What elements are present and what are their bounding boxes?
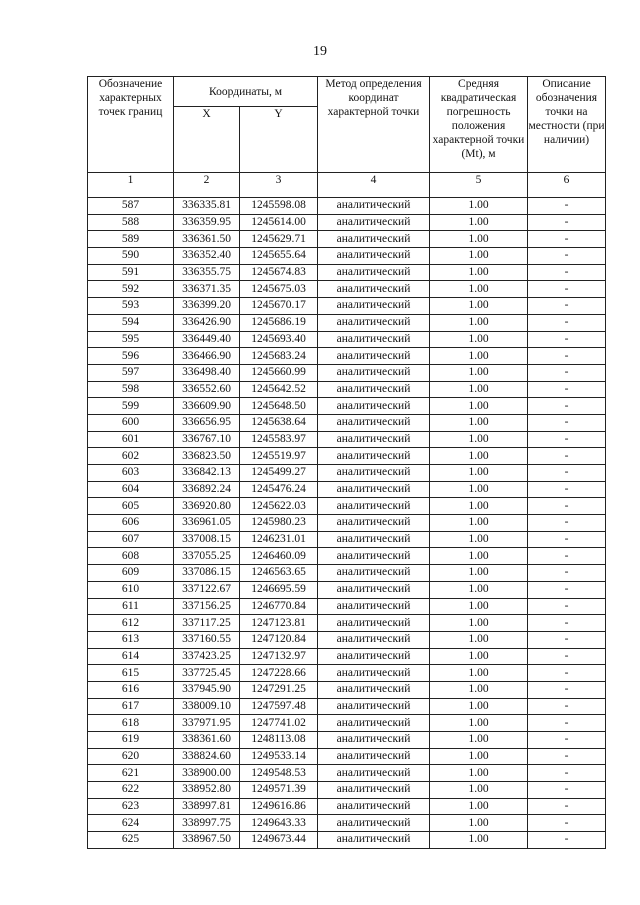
table-row (88, 498, 606, 515)
x-coordinate-cell: 336892.24 (174, 481, 240, 498)
error-cell: 1.00 (430, 715, 528, 732)
y-coordinate-cell: 1245648.50 (240, 398, 318, 415)
method-cell: аналитический (318, 414, 430, 431)
method-cell: аналитический (318, 348, 430, 365)
description-cell: - (528, 331, 606, 348)
error-cell: 1.00 (430, 248, 528, 265)
description-cell: - (528, 798, 606, 815)
method-cell: аналитический (318, 515, 430, 532)
error-cell: 1.00 (430, 214, 528, 231)
header-x: X (174, 107, 240, 173)
point-number-cell: 614 (88, 648, 174, 665)
description-cell: - (528, 565, 606, 582)
table-row (88, 231, 606, 248)
table-row (88, 214, 606, 231)
error-cell: 1.00 (430, 732, 528, 749)
x-coordinate-cell: 337055.25 (174, 548, 240, 565)
x-coordinate-cell: 337122.67 (174, 581, 240, 598)
y-coordinate-cell: 1249616.86 (240, 798, 318, 815)
point-number-cell: 615 (88, 665, 174, 682)
point-number-cell: 603 (88, 465, 174, 482)
table-row (88, 298, 606, 315)
point-number-cell: 616 (88, 681, 174, 698)
error-cell: 1.00 (430, 281, 528, 298)
point-number-cell: 597 (88, 364, 174, 381)
point-number-cell: 622 (88, 782, 174, 799)
table-row (88, 665, 606, 682)
point-number-cell: 590 (88, 248, 174, 265)
table-row (88, 515, 606, 532)
point-number-cell: 591 (88, 264, 174, 281)
x-coordinate-cell: 337117.25 (174, 615, 240, 632)
point-number-cell: 609 (88, 565, 174, 582)
x-coordinate-cell: 336842.13 (174, 465, 240, 482)
description-cell: - (528, 732, 606, 749)
y-coordinate-cell: 1247741.02 (240, 715, 318, 732)
method-cell: аналитический (318, 832, 430, 849)
table-row (88, 348, 606, 365)
x-coordinate-cell: 336920.80 (174, 498, 240, 515)
error-cell: 1.00 (430, 498, 528, 515)
x-coordinate-cell: 336449.40 (174, 331, 240, 348)
y-coordinate-cell: 1245629.71 (240, 231, 318, 248)
y-coordinate-cell: 1247597.48 (240, 698, 318, 715)
description-cell: - (528, 581, 606, 598)
point-number-cell: 593 (88, 298, 174, 315)
y-coordinate-cell: 1245499.27 (240, 465, 318, 482)
error-cell: 1.00 (430, 515, 528, 532)
x-coordinate-cell: 336823.50 (174, 448, 240, 465)
point-number-cell: 587 (88, 198, 174, 215)
table-row (88, 481, 606, 498)
point-number-cell: 600 (88, 414, 174, 431)
description-cell: - (528, 748, 606, 765)
y-coordinate-cell: 1245614.00 (240, 214, 318, 231)
error-cell: 1.00 (430, 815, 528, 832)
method-cell: аналитический (318, 782, 430, 799)
method-cell: аналитический (318, 481, 430, 498)
method-cell: аналитический (318, 748, 430, 765)
y-coordinate-cell: 1246460.09 (240, 548, 318, 565)
description-cell: - (528, 198, 606, 215)
table-row (88, 198, 606, 215)
table-row (88, 598, 606, 615)
point-number-cell: 613 (88, 631, 174, 648)
y-coordinate-cell: 1245655.64 (240, 248, 318, 265)
point-number-cell: 605 (88, 498, 174, 515)
point-number-cell: 594 (88, 314, 174, 331)
x-coordinate-cell: 338997.81 (174, 798, 240, 815)
method-cell: аналитический (318, 732, 430, 749)
error-cell: 1.00 (430, 615, 528, 632)
point-number-cell: 619 (88, 732, 174, 749)
error-cell: 1.00 (430, 765, 528, 782)
y-coordinate-cell: 1246563.65 (240, 565, 318, 582)
y-coordinate-cell: 1247291.25 (240, 681, 318, 698)
method-cell: аналитический (318, 448, 430, 465)
x-coordinate-cell: 336609.90 (174, 398, 240, 415)
header-point: Обозначение характерных точек границ (88, 77, 174, 173)
error-cell: 1.00 (430, 264, 528, 281)
column-index: 1 (88, 173, 174, 198)
table-row (88, 381, 606, 398)
point-number-cell: 602 (88, 448, 174, 465)
y-coordinate-cell: 1247123.81 (240, 615, 318, 632)
method-cell: аналитический (318, 214, 430, 231)
table-row (88, 531, 606, 548)
table-row (88, 832, 606, 849)
x-coordinate-cell: 338967.50 (174, 832, 240, 849)
point-number-cell: 621 (88, 765, 174, 782)
description-cell: - (528, 782, 606, 799)
x-coordinate-cell: 337945.90 (174, 681, 240, 698)
error-cell: 1.00 (430, 231, 528, 248)
method-cell: аналитический (318, 248, 430, 265)
method-cell: аналитический (318, 815, 430, 832)
error-cell: 1.00 (430, 364, 528, 381)
header-error: Средняя квадратическая погрешность положения характерной точки (Mt), м (430, 77, 528, 173)
description-cell: - (528, 832, 606, 849)
x-coordinate-cell: 336767.10 (174, 431, 240, 448)
error-cell: 1.00 (430, 782, 528, 799)
column-index: 5 (430, 173, 528, 198)
description-cell: - (528, 498, 606, 515)
x-coordinate-cell: 336355.75 (174, 264, 240, 281)
x-coordinate-cell: 337160.55 (174, 631, 240, 648)
table-row (88, 798, 606, 815)
method-cell: аналитический (318, 431, 430, 448)
error-cell: 1.00 (430, 665, 528, 682)
table-header (88, 77, 606, 198)
error-cell: 1.00 (430, 331, 528, 348)
y-coordinate-cell: 1249643.33 (240, 815, 318, 832)
x-coordinate-cell: 337008.15 (174, 531, 240, 548)
method-cell: аналитический (318, 548, 430, 565)
description-cell: - (528, 465, 606, 482)
table-row (88, 314, 606, 331)
table-row (88, 765, 606, 782)
header-coordinates: Координаты, м (174, 77, 318, 107)
error-cell: 1.00 (430, 531, 528, 548)
method-cell: аналитический (318, 364, 430, 381)
y-coordinate-cell: 1245683.24 (240, 348, 318, 365)
y-coordinate-cell: 1245622.03 (240, 498, 318, 515)
error-cell: 1.00 (430, 298, 528, 315)
point-number-cell: 625 (88, 832, 174, 849)
method-cell: аналитический (318, 698, 430, 715)
method-cell: аналитический (318, 581, 430, 598)
error-cell: 1.00 (430, 698, 528, 715)
table-row (88, 748, 606, 765)
description-cell: - (528, 765, 606, 782)
error-cell: 1.00 (430, 798, 528, 815)
y-coordinate-cell: 1245686.19 (240, 314, 318, 331)
method-cell: аналитический (318, 231, 430, 248)
error-cell: 1.00 (430, 648, 528, 665)
description-cell: - (528, 598, 606, 615)
point-number-cell: 589 (88, 231, 174, 248)
page-number: 19 (313, 44, 327, 59)
table-body (88, 198, 606, 849)
point-number-cell: 595 (88, 331, 174, 348)
y-coordinate-cell: 1245598.08 (240, 198, 318, 215)
table-row (88, 264, 606, 281)
table-row (88, 465, 606, 482)
x-coordinate-cell: 338900.00 (174, 765, 240, 782)
method-cell: аналитический (318, 715, 430, 732)
error-cell: 1.00 (430, 681, 528, 698)
description-cell: - (528, 248, 606, 265)
point-number-cell: 623 (88, 798, 174, 815)
description-cell: - (528, 665, 606, 682)
description-cell: - (528, 615, 606, 632)
method-cell: аналитический (318, 531, 430, 548)
description-cell: - (528, 214, 606, 231)
point-number-cell: 596 (88, 348, 174, 365)
point-number-cell: 624 (88, 815, 174, 832)
x-coordinate-cell: 336335.81 (174, 198, 240, 215)
x-coordinate-cell: 337086.15 (174, 565, 240, 582)
y-coordinate-cell: 1245670.17 (240, 298, 318, 315)
description-cell: - (528, 364, 606, 381)
y-coordinate-cell: 1245519.97 (240, 448, 318, 465)
x-coordinate-cell: 336359.95 (174, 214, 240, 231)
description-cell: - (528, 298, 606, 315)
y-coordinate-cell: 1249548.53 (240, 765, 318, 782)
y-coordinate-cell: 1245583.97 (240, 431, 318, 448)
method-cell: аналитический (318, 314, 430, 331)
point-number-cell: 608 (88, 548, 174, 565)
error-cell: 1.00 (430, 398, 528, 415)
table-row (88, 698, 606, 715)
error-cell: 1.00 (430, 481, 528, 498)
x-coordinate-cell: 336399.20 (174, 298, 240, 315)
header-method: Метод определения координат характерной точки (318, 77, 430, 173)
x-coordinate-cell: 338824.60 (174, 748, 240, 765)
method-cell: аналитический (318, 681, 430, 698)
table-row (88, 398, 606, 415)
method-cell: аналитический (318, 298, 430, 315)
x-coordinate-cell: 337156.25 (174, 598, 240, 615)
method-cell: аналитический (318, 498, 430, 515)
method-cell: аналитический (318, 465, 430, 482)
header-description: Описание обозначения точки на местности (при наличии) (528, 77, 606, 173)
table-row (88, 448, 606, 465)
table-row (88, 364, 606, 381)
x-coordinate-cell: 338361.60 (174, 732, 240, 749)
error-cell: 1.00 (430, 631, 528, 648)
method-cell: аналитический (318, 281, 430, 298)
table-row (88, 331, 606, 348)
description-cell: - (528, 531, 606, 548)
table-row (88, 815, 606, 832)
method-cell: аналитический (318, 398, 430, 415)
header-index-row (88, 173, 606, 198)
y-coordinate-cell: 1245642.52 (240, 381, 318, 398)
method-cell: аналитический (318, 598, 430, 615)
x-coordinate-cell: 338997.75 (174, 815, 240, 832)
description-cell: - (528, 381, 606, 398)
y-coordinate-cell: 1248113.08 (240, 732, 318, 749)
x-coordinate-cell: 337725.45 (174, 665, 240, 682)
error-cell: 1.00 (430, 548, 528, 565)
y-coordinate-cell: 1249571.39 (240, 782, 318, 799)
error-cell: 1.00 (430, 448, 528, 465)
description-cell: - (528, 398, 606, 415)
y-coordinate-cell: 1246770.84 (240, 598, 318, 615)
y-coordinate-cell: 1245476.24 (240, 481, 318, 498)
x-coordinate-cell: 337423.25 (174, 648, 240, 665)
error-cell: 1.00 (430, 381, 528, 398)
point-number-cell: 607 (88, 531, 174, 548)
table-row (88, 631, 606, 648)
error-cell: 1.00 (430, 465, 528, 482)
y-coordinate-cell: 1245675.03 (240, 281, 318, 298)
description-cell: - (528, 348, 606, 365)
description-cell: - (528, 264, 606, 281)
method-cell: аналитический (318, 198, 430, 215)
method-cell: аналитический (318, 381, 430, 398)
y-coordinate-cell: 1246695.59 (240, 581, 318, 598)
table-row (88, 565, 606, 582)
error-cell: 1.00 (430, 598, 528, 615)
error-cell: 1.00 (430, 348, 528, 365)
point-number-cell: 611 (88, 598, 174, 615)
error-cell: 1.00 (430, 748, 528, 765)
x-coordinate-cell: 338009.10 (174, 698, 240, 715)
description-cell: - (528, 698, 606, 715)
point-number-cell: 592 (88, 281, 174, 298)
description-cell: - (528, 431, 606, 448)
x-coordinate-cell: 336656.95 (174, 414, 240, 431)
method-cell: аналитический (318, 631, 430, 648)
description-cell: - (528, 648, 606, 665)
y-coordinate-cell: 1249533.14 (240, 748, 318, 765)
x-coordinate-cell: 338952.80 (174, 782, 240, 799)
method-cell: аналитический (318, 331, 430, 348)
error-cell: 1.00 (430, 832, 528, 849)
description-cell: - (528, 681, 606, 698)
table-row (88, 782, 606, 799)
coordinates-table (87, 76, 606, 849)
x-coordinate-cell: 336371.35 (174, 281, 240, 298)
y-coordinate-cell: 1247132.97 (240, 648, 318, 665)
y-coordinate-cell: 1249673.44 (240, 832, 318, 849)
method-cell: аналитический (318, 798, 430, 815)
y-coordinate-cell: 1245980.23 (240, 515, 318, 532)
error-cell: 1.00 (430, 198, 528, 215)
column-index: 4 (318, 173, 430, 198)
method-cell: аналитический (318, 565, 430, 582)
description-cell: - (528, 515, 606, 532)
error-cell: 1.00 (430, 414, 528, 431)
table-row (88, 431, 606, 448)
description-cell: - (528, 548, 606, 565)
description-cell: - (528, 281, 606, 298)
point-number-cell: 601 (88, 431, 174, 448)
point-number-cell: 598 (88, 381, 174, 398)
point-number-cell: 617 (88, 698, 174, 715)
description-cell: - (528, 414, 606, 431)
x-coordinate-cell: 336352.40 (174, 248, 240, 265)
error-cell: 1.00 (430, 565, 528, 582)
header-y: Y (240, 107, 318, 173)
method-cell: аналитический (318, 765, 430, 782)
y-coordinate-cell: 1247228.66 (240, 665, 318, 682)
point-number-cell: 599 (88, 398, 174, 415)
method-cell: аналитический (318, 665, 430, 682)
table-row (88, 648, 606, 665)
table-row (88, 581, 606, 598)
x-coordinate-cell: 336426.90 (174, 314, 240, 331)
table-row (88, 715, 606, 732)
column-index: 3 (240, 173, 318, 198)
x-coordinate-cell: 336498.40 (174, 364, 240, 381)
table-row (88, 248, 606, 265)
description-cell: - (528, 231, 606, 248)
y-coordinate-cell: 1247120.84 (240, 631, 318, 648)
table-row (88, 414, 606, 431)
column-index: 2 (174, 173, 240, 198)
description-cell: - (528, 631, 606, 648)
method-cell: аналитический (318, 615, 430, 632)
table-row (88, 681, 606, 698)
y-coordinate-cell: 1245638.64 (240, 414, 318, 431)
y-coordinate-cell: 1245660.99 (240, 364, 318, 381)
y-coordinate-cell: 1245693.40 (240, 331, 318, 348)
x-coordinate-cell: 336552.60 (174, 381, 240, 398)
point-number-cell: 610 (88, 581, 174, 598)
y-coordinate-cell: 1245674.83 (240, 264, 318, 281)
x-coordinate-cell: 337971.95 (174, 715, 240, 732)
table-row (88, 732, 606, 749)
error-cell: 1.00 (430, 581, 528, 598)
point-number-cell: 618 (88, 715, 174, 732)
x-coordinate-cell: 336961.05 (174, 515, 240, 532)
point-number-cell: 588 (88, 214, 174, 231)
table-row (88, 548, 606, 565)
table-row (88, 281, 606, 298)
point-number-cell: 606 (88, 515, 174, 532)
point-number-cell: 620 (88, 748, 174, 765)
point-number-cell: 612 (88, 615, 174, 632)
point-number-cell: 604 (88, 481, 174, 498)
y-coordinate-cell: 1246231.01 (240, 531, 318, 548)
method-cell: аналитический (318, 648, 430, 665)
error-cell: 1.00 (430, 314, 528, 331)
error-cell: 1.00 (430, 431, 528, 448)
description-cell: - (528, 715, 606, 732)
x-coordinate-cell: 336466.90 (174, 348, 240, 365)
description-cell: - (528, 481, 606, 498)
column-index: 6 (528, 173, 606, 198)
x-coordinate-cell: 336361.50 (174, 231, 240, 248)
description-cell: - (528, 314, 606, 331)
description-cell: - (528, 448, 606, 465)
method-cell: аналитический (318, 264, 430, 281)
description-cell: - (528, 815, 606, 832)
table-row (88, 615, 606, 632)
